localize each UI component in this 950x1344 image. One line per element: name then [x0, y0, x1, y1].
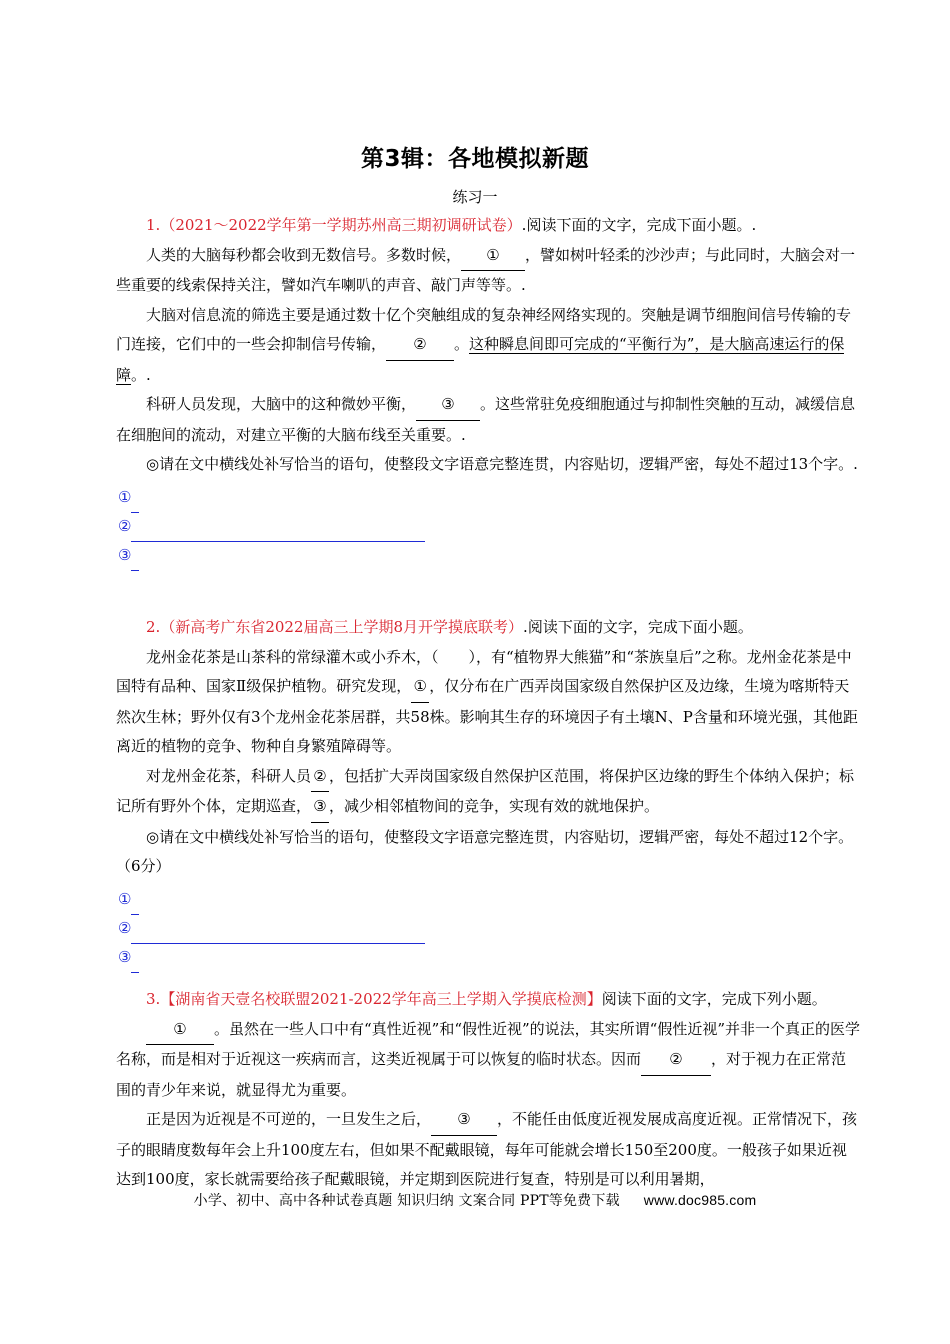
- q1-paragraph-3: [116, 390, 860, 450]
- q3-p2-text-a: 正是因为近视是不可逆的，一旦发生之后，: [146, 1110, 432, 1128]
- q3-number: 3.: [146, 990, 161, 1008]
- q2-number: 2.: [146, 618, 161, 636]
- q1-p2-underlined: 这种瞬息间即可完成的“平衡行为”，是大脑高速运行的保障: [116, 335, 845, 384]
- question-1-header: [116, 211, 860, 241]
- q2-instruction: ◎请在文中横线处补写恰当的语句，使整段文字语意完整连贯，内容贴切，逻辑严密，每处不超过12个字。（6分）: [116, 827, 854, 875]
- question-2: [116, 613, 860, 972]
- page-title: 第3辑：各地模拟新题: [360, 146, 589, 172]
- footer-text: 小学、初中、高中各种试卷真题 知识归纳 文案合同 PPT等免费下载: [193, 1193, 620, 1209]
- q3-paragraph-1: [116, 1015, 860, 1106]
- q1-answer-3[interactable]: [116, 541, 860, 570]
- q2-blank-1[interactable]: ①: [411, 672, 429, 703]
- q2-intro: .阅读下面的文字，完成下面小题。: [523, 618, 753, 636]
- q1-paragraph-1: [116, 241, 860, 301]
- q2-answer-3-line: [131, 943, 139, 973]
- q2-answer-2[interactable]: [116, 914, 860, 943]
- q1-blank-1[interactable]: ①: [461, 241, 525, 272]
- q2-blank-2[interactable]: ②: [311, 762, 329, 793]
- q1-p3-text-a: 科研人员发现，大脑中的这种微妙平衡，: [146, 395, 417, 413]
- q2-answer-1-line: [131, 885, 139, 915]
- q1-answer-2-label: ②: [118, 516, 132, 535]
- q2-p2-text-c: ，减少相邻植物间的竞争，实现有效的就地保护。: [329, 797, 660, 815]
- q3-blank-3[interactable]: ③: [431, 1105, 497, 1136]
- q1-p2-text-a: 大脑对信息流的筛选主要是通过数十亿个突触组成的复杂神经网络实现的。突触是调节细胞间信号传输的专门连接，它们中的一些会抑制信号传输，: [116, 305, 852, 353]
- q1-p1-text-b: ，譬如树叶轻柔的沙沙声；与此同时，大脑会对一些重要的线索保持关注，譬如汽车喇叭的声音、敲门声等等。.: [116, 245, 856, 294]
- q2-p2-text-b: ，包括扩大弄岗国家级自然保护区范围，将保护区边缘的野生个体纳入保护；标记所有野外个体，定期巡查，: [116, 766, 855, 815]
- q2-answer-1[interactable]: [116, 885, 860, 914]
- footer-url[interactable]: www.doc985.com: [643, 1192, 757, 1208]
- q1-blank-2[interactable]: ②: [386, 330, 454, 361]
- question-3-header: [116, 985, 860, 1015]
- page-footer: [0, 1190, 950, 1210]
- q3-p1-text-b: ，对于视力在正常范围的青少年来说，就显得尤为重要。: [116, 1050, 847, 1099]
- q2-source: （新高考广东省2022届高三上学期8月开学摸底联考）: [160, 618, 524, 636]
- q3-paragraph-2: [116, 1105, 860, 1195]
- q1-answer-2[interactable]: [116, 512, 860, 541]
- section-subtitle: 练习一: [452, 188, 498, 206]
- q2-blank-3[interactable]: ③: [311, 792, 329, 823]
- question-1: [116, 211, 860, 570]
- q3-blank-1[interactable]: ①: [146, 1015, 214, 1046]
- q1-p3-text-b: 。这些常驻免疫细胞通过与抑制性突触的互动，减缓信息在细胞间的流动，对建立平衡的大脑布线至关重要。.: [116, 395, 856, 444]
- q1-answer-2-line: [131, 512, 425, 542]
- q3-source: 【湖南省天壹名校联盟2021-2022学年高三上学期入学摸底检测】: [160, 990, 602, 1008]
- q1-p2-text-c: 。.: [131, 365, 151, 384]
- q1-p2-text-b: 。: [454, 335, 470, 353]
- q2-answer-1-label: ①: [118, 889, 132, 908]
- q1-answer-1-line: [131, 483, 139, 513]
- q3-p2-text-b: ，不能任由低度近视发展成高度近视。正常情况下，孩子的眼睛度数每年会上升100度左右，但如果不配戴眼镜，每年可能就会增长150至200度。一般孩子如果近视达到100度，家长就需要给孩子配戴眼镜，并定期到医院进行复查，特别是可以利用暑期，: [116, 1110, 858, 1188]
- q2-answer-2-label: ②: [118, 918, 132, 937]
- q3-p1-text-a: 。虽然在一些人口中有“真性近视”和“假性近视”的说法，其实所谓“假性近视”并非一个真正的医学名称，而是相对于近视这一疾病而言，这类近视属于可以恢复的临时状态。因而: [116, 1019, 861, 1068]
- q1-source: （2021～2022学年第一学期苏州高三期初调研试卷）: [160, 216, 522, 234]
- q1-paragraph-2: [116, 301, 860, 391]
- question-2-header: [116, 613, 860, 643]
- q2-answer-2-line: [131, 914, 425, 944]
- q2-p1-text-a: 龙州金花茶是山茶科的常绿灌木或小乔木，（ ），有“植物界大熊猫”和“茶族皇后”之称。龙州金花茶是中国特有品种、国家Ⅱ级保护植物。研究发现，: [116, 647, 852, 695]
- q1-answer-1[interactable]: [116, 483, 860, 512]
- q1-blank-3[interactable]: ③: [416, 390, 480, 421]
- q2-answer-3-label: ③: [118, 947, 132, 966]
- question-3: [116, 985, 860, 1195]
- q3-blank-2[interactable]: ②: [641, 1045, 711, 1076]
- q1-instruction: ◎请在文中横线处补写恰当的语句，使整段文字语意完整连贯，内容贴切，逻辑严密，每处不超过13个字。.: [146, 455, 858, 473]
- q1-number: 1.: [146, 216, 161, 234]
- q2-answer-3[interactable]: [116, 943, 860, 972]
- q2-paragraph-2: [116, 762, 860, 823]
- q1-answer-3-label: ③: [118, 545, 132, 564]
- q1-intro: .阅读下面的文字，完成下面小题。.: [521, 216, 757, 234]
- q2-p1-text-b: ，仅分布在广西弄岗国家级自然保护区及边缘，生境为喀斯特天然次生林；野外仅有3个龙州金花茶居群，共58株。影响其生存的环境因子有土壤N、P含量和环境光强，其他距离近的植物的竞争、物种自身繁殖障碍等。: [116, 677, 858, 755]
- q3-intro: 阅读下面的文字，完成下列小题。: [601, 990, 827, 1008]
- q2-paragraph-1: [116, 643, 860, 762]
- q2-p2-text-a: 对龙州金花茶，科研人员: [146, 766, 312, 785]
- q1-answer-1-label: ①: [118, 487, 132, 506]
- q1-p1-text-a: 人类的大脑每秒都会收到无数信号。多数时候，: [146, 245, 462, 264]
- q1-answer-3-line: [131, 541, 139, 571]
